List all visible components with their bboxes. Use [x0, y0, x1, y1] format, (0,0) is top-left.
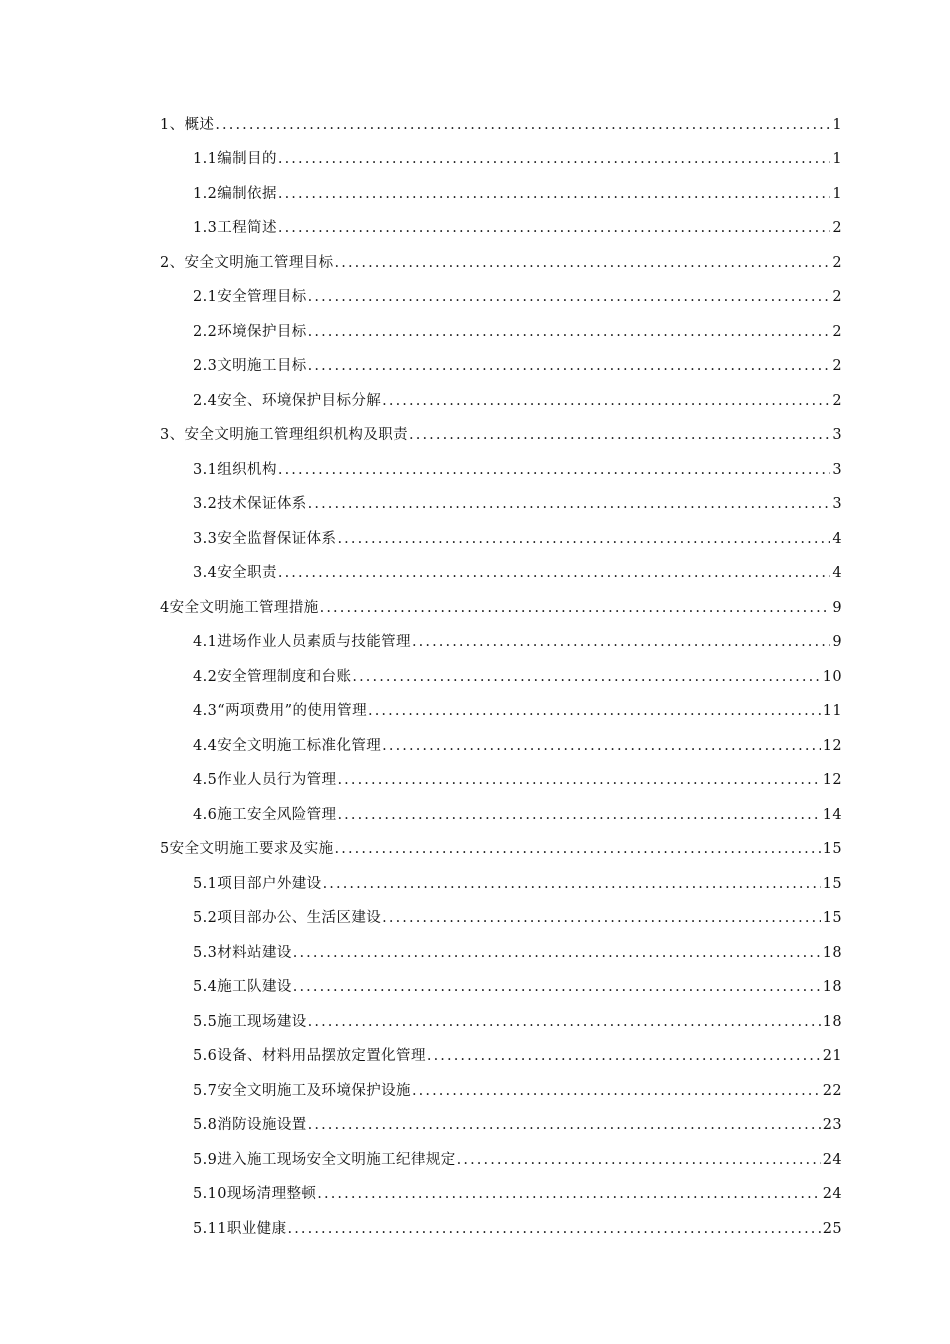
toc-entry-page-number: 4 [832, 565, 842, 581]
toc-entry-title: 1.1编制目的 [193, 151, 277, 167]
toc-entry-title: 5.1项目部户外建设 [193, 875, 322, 892]
toc-entry-page-number: 3 [832, 461, 842, 478]
toc-dot-leader [278, 456, 830, 484]
toc-entry-page-number: 1 [832, 151, 842, 167]
toc-dot-leader [278, 559, 830, 587]
toc-subsection-entry[interactable] [160, 1208, 842, 1243]
table-of-contents [160, 104, 842, 1243]
toc-dot-leader [308, 352, 831, 380]
toc-entry-page-number: 15 [822, 875, 842, 892]
toc-dot-leader [335, 835, 821, 863]
toc-subsection-entry[interactable] [160, 277, 842, 312]
toc-subsection-entry[interactable] [160, 518, 842, 553]
toc-entry-page-number: 24 [822, 1151, 842, 1168]
toc-entry-page-number: 15 [822, 910, 842, 926]
toc-section-entry[interactable] [160, 829, 842, 864]
toc-dot-leader [457, 1146, 821, 1174]
toc-entry-title: 3、安全文明施工管理组织机构及职责 [160, 427, 409, 443]
toc-entry-title: 2.3文明施工目标 [193, 358, 307, 374]
toc-subsection-entry[interactable] [160, 1070, 842, 1105]
toc-subsection-entry[interactable] [160, 1036, 842, 1071]
toc-subsection-entry[interactable] [160, 932, 842, 967]
toc-entry-page-number: 9 [832, 634, 842, 650]
toc-subsection-entry[interactable] [160, 794, 842, 829]
toc-dot-leader [337, 766, 820, 794]
toc-dot-leader [409, 421, 830, 449]
toc-entry-title: 5.2项目部办公、生活区建设 [193, 910, 382, 926]
toc-entry-title: 5.7安全文明施工及环境保护设施 [193, 1082, 411, 1099]
toc-entry-page-number: 15 [822, 841, 842, 857]
toc-subsection-entry[interactable] [160, 1001, 842, 1036]
toc-entry-page-number: 2 [832, 220, 842, 236]
toc-dot-leader [278, 214, 830, 242]
toc-entry-title: 4.6施工安全风险管理 [193, 806, 337, 823]
toc-entry-page-number: 2 [832, 323, 842, 340]
toc-dot-leader [368, 697, 821, 725]
toc-subsection-entry[interactable] [160, 553, 842, 588]
toc-entry-page-number: 2 [832, 254, 842, 271]
toc-dot-leader [308, 1111, 821, 1139]
toc-entry-title: 4.4安全文明施工标准化管理 [193, 737, 382, 754]
toc-subsection-entry[interactable] [160, 139, 842, 174]
toc-subsection-entry[interactable] [160, 1174, 842, 1209]
toc-entry-page-number: 18 [822, 944, 842, 961]
toc-entry-page-number: 21 [822, 1048, 842, 1064]
toc-entry-title: 4.5作业人员行为管理 [193, 772, 337, 788]
toc-subsection-entry[interactable] [160, 691, 842, 726]
toc-entry-title: 5.4施工队建设 [193, 979, 292, 995]
toc-entry-title: 2.2环境保护目标 [193, 323, 307, 340]
toc-entry-title: 3.2技术保证体系 [193, 496, 307, 512]
toc-subsection-entry[interactable] [160, 346, 842, 381]
toc-entry-page-number: 18 [822, 1013, 842, 1030]
toc-entry-title: 5.5施工现场建设 [193, 1013, 307, 1030]
toc-dot-leader [323, 870, 821, 898]
toc-dot-leader [320, 594, 831, 622]
toc-entry-page-number: 22 [822, 1082, 842, 1099]
toc-subsection-entry[interactable] [160, 311, 842, 346]
toc-dot-leader [308, 283, 831, 311]
toc-dot-leader [382, 732, 821, 760]
toc-dot-leader [215, 111, 830, 139]
toc-entry-page-number: 24 [822, 1186, 842, 1202]
toc-section-entry[interactable] [160, 242, 842, 277]
toc-entry-title: 1、概述 [160, 116, 215, 133]
toc-subsection-entry[interactable] [160, 380, 842, 415]
toc-entry-page-number: 3 [832, 427, 842, 443]
toc-section-entry[interactable] [160, 587, 842, 622]
toc-entry-title: 5.11职业健康 [193, 1220, 287, 1237]
toc-dot-leader [293, 939, 821, 967]
toc-entry-title: 3.1组织机构 [193, 461, 277, 478]
toc-entry-title: 5.6设备、材料用品摆放定置化管理 [193, 1048, 426, 1064]
toc-subsection-entry[interactable] [160, 1139, 842, 1174]
toc-entry-page-number: 9 [832, 599, 842, 616]
toc-dot-leader [335, 249, 831, 277]
toc-entry-title: 2.4安全、环境保护目标分解 [193, 392, 382, 409]
toc-entry-title: 5.8消防设施设置 [193, 1117, 307, 1133]
toc-dot-leader [352, 663, 820, 691]
toc-entry-title: 2.1安全管理目标 [193, 289, 307, 305]
toc-subsection-entry[interactable] [160, 967, 842, 1002]
toc-dot-leader [278, 145, 830, 173]
toc-dot-leader [288, 1215, 821, 1243]
toc-entry-page-number: 2 [832, 289, 842, 305]
toc-entry-title: 4安全文明施工管理措施 [160, 599, 319, 616]
toc-dot-leader [412, 628, 830, 656]
toc-dot-leader [293, 973, 821, 1001]
toc-entry-page-number: 1 [832, 116, 842, 133]
toc-subsection-entry[interactable] [160, 760, 842, 795]
toc-section-entry[interactable] [160, 415, 842, 450]
toc-entry-title: 2、安全文明施工管理目标 [160, 254, 334, 271]
toc-subsection-entry[interactable] [160, 484, 842, 519]
toc-dot-leader [412, 1077, 821, 1105]
toc-entry-title: 5.9进入施工现场安全文明施工纪律规定 [193, 1151, 456, 1168]
toc-entry-title: 1.3工程简述 [193, 220, 277, 236]
toc-entry-title: 4.2安全管理制度和台账 [193, 668, 352, 685]
toc-entry-title: 5安全文明施工要求及实施 [160, 841, 334, 857]
toc-entry-page-number: 11 [822, 703, 842, 719]
toc-entry-page-number: 12 [822, 737, 842, 754]
toc-subsection-entry[interactable] [160, 449, 842, 484]
toc-entry-title: 3.4安全职责 [193, 565, 277, 581]
toc-subsection-entry[interactable] [160, 1105, 842, 1140]
toc-subsection-entry[interactable] [160, 898, 842, 933]
toc-entry-page-number: 4 [832, 530, 842, 547]
toc-dot-leader [337, 801, 820, 829]
toc-entry-title: 4.1进场作业人员素质与技能管理 [193, 634, 411, 650]
toc-subsection-entry[interactable] [160, 208, 842, 243]
toc-entry-page-number: 3 [832, 496, 842, 512]
toc-dot-leader [337, 525, 830, 553]
toc-subsection-entry[interactable] [160, 656, 842, 691]
toc-entry-page-number: 23 [822, 1117, 842, 1133]
toc-dot-leader [317, 1180, 820, 1208]
toc-dot-leader [382, 904, 821, 932]
toc-entry-page-number: 18 [822, 979, 842, 995]
toc-subsection-entry[interactable] [160, 173, 842, 208]
toc-entry-page-number: 12 [822, 772, 842, 788]
toc-dot-leader [427, 1042, 821, 1070]
toc-entry-title: 5.3材料站建设 [193, 944, 292, 961]
toc-dot-leader [308, 1008, 821, 1036]
toc-subsection-entry[interactable] [160, 863, 842, 898]
toc-entry-page-number: 2 [832, 392, 842, 409]
toc-entry-page-number: 10 [822, 668, 842, 685]
toc-entry-title: 5.10现场清理整顿 [193, 1186, 317, 1202]
toc-entry-title: 1.2编制依据 [193, 185, 277, 202]
toc-dot-leader [278, 180, 830, 208]
toc-subsection-entry[interactable] [160, 725, 842, 760]
toc-dot-leader [308, 490, 831, 518]
toc-entry-page-number: 2 [832, 358, 842, 374]
toc-subsection-entry[interactable] [160, 622, 842, 657]
toc-entry-title: 3.3安全监督保证体系 [193, 530, 337, 547]
toc-entry-title: 4.3“两项费用”的使用管理 [193, 703, 367, 719]
toc-section-entry[interactable] [160, 104, 842, 139]
toc-entry-page-number: 1 [832, 185, 842, 202]
toc-entry-page-number: 14 [822, 806, 842, 823]
toc-dot-leader [382, 387, 830, 415]
toc-dot-leader [308, 318, 831, 346]
toc-entry-page-number: 25 [822, 1220, 842, 1237]
